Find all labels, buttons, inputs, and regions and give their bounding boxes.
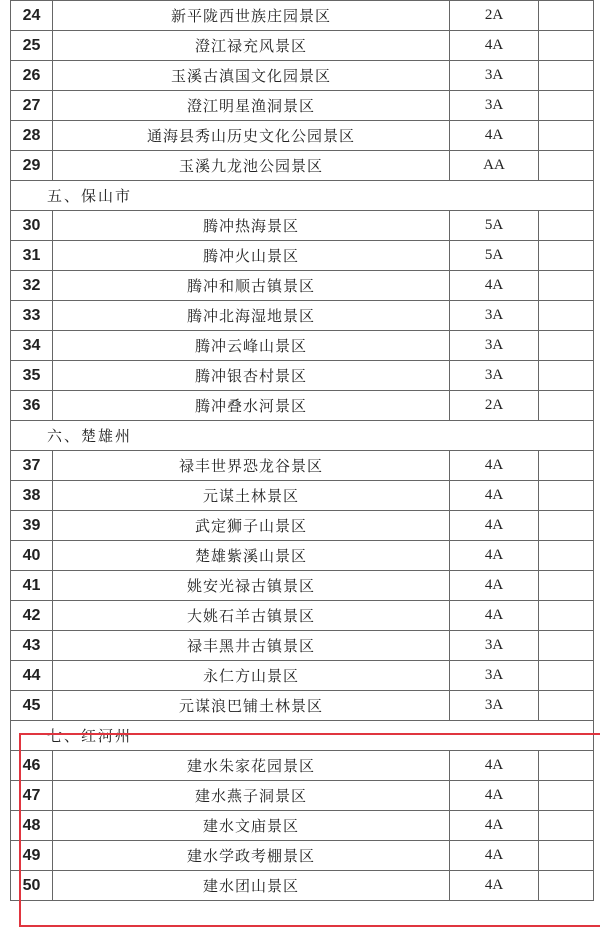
note-cell bbox=[539, 331, 594, 361]
scenic-area-name: 新平陇西世族庄园景区 bbox=[53, 1, 450, 31]
table-row bbox=[11, 391, 594, 421]
grade-cell: 4A bbox=[450, 601, 539, 631]
scenic-area-name: 建水文庙景区 bbox=[53, 811, 450, 841]
grade-cell: 4A bbox=[450, 271, 539, 301]
note-cell bbox=[539, 811, 594, 841]
row-number: 44 bbox=[11, 661, 53, 691]
scenic-area-name: 姚安光禄古镇景区 bbox=[53, 571, 450, 601]
scenic-area-name: 楚雄紫溪山景区 bbox=[53, 541, 450, 571]
note-cell bbox=[539, 451, 594, 481]
grade-cell: 4A bbox=[450, 571, 539, 601]
grade-cell: 2A bbox=[450, 1, 539, 31]
grade-cell: 4A bbox=[450, 841, 539, 871]
row-number: 43 bbox=[11, 631, 53, 661]
grade-cell: AA bbox=[450, 151, 539, 181]
note-cell bbox=[539, 481, 594, 511]
row-number: 25 bbox=[11, 31, 53, 61]
scenic-area-name: 建水朱家花园景区 bbox=[53, 751, 450, 781]
note-cell bbox=[539, 211, 594, 241]
table-row bbox=[11, 1, 594, 31]
scenic-area-name: 建水团山景区 bbox=[53, 871, 450, 901]
scenic-area-name: 永仁方山景区 bbox=[53, 661, 450, 691]
scenic-area-name: 腾冲北海湿地景区 bbox=[53, 301, 450, 331]
note-cell bbox=[539, 391, 594, 421]
grade-cell: 3A bbox=[450, 361, 539, 391]
row-number: 35 bbox=[11, 361, 53, 391]
table-row bbox=[11, 211, 594, 241]
note-cell bbox=[539, 241, 594, 271]
table-row bbox=[11, 331, 594, 361]
note-cell bbox=[539, 661, 594, 691]
note-cell bbox=[539, 91, 594, 121]
grade-cell: 2A bbox=[450, 391, 539, 421]
note-cell bbox=[539, 271, 594, 301]
table-row bbox=[11, 481, 594, 511]
row-number: 30 bbox=[11, 211, 53, 241]
table-row bbox=[11, 841, 594, 871]
table-row bbox=[11, 661, 594, 691]
scenic-area-table bbox=[10, 0, 594, 901]
section-label: 六、楚雄州 bbox=[11, 421, 594, 451]
row-number: 27 bbox=[11, 91, 53, 121]
note-cell bbox=[539, 151, 594, 181]
note-cell bbox=[539, 301, 594, 331]
scenic-area-name: 禄丰黑井古镇景区 bbox=[53, 631, 450, 661]
table-row bbox=[11, 601, 594, 631]
grade-cell: 4A bbox=[450, 751, 539, 781]
grade-cell: 4A bbox=[450, 811, 539, 841]
note-cell bbox=[539, 571, 594, 601]
row-number: 49 bbox=[11, 841, 53, 871]
grade-cell: 3A bbox=[450, 661, 539, 691]
note-cell bbox=[539, 751, 594, 781]
section-row bbox=[11, 721, 594, 751]
row-number: 41 bbox=[11, 571, 53, 601]
row-number: 38 bbox=[11, 481, 53, 511]
row-number: 40 bbox=[11, 541, 53, 571]
scenic-area-name: 玉溪古滇国文化园景区 bbox=[53, 61, 450, 91]
table-row bbox=[11, 781, 594, 811]
row-number: 47 bbox=[11, 781, 53, 811]
scenic-area-name: 通海县秀山历史文化公园景区 bbox=[53, 121, 450, 151]
section-label: 五、保山市 bbox=[11, 181, 594, 211]
scenic-area-name: 腾冲热海景区 bbox=[53, 211, 450, 241]
note-cell bbox=[539, 601, 594, 631]
row-number: 42 bbox=[11, 601, 53, 631]
grade-cell: 4A bbox=[450, 871, 539, 901]
row-number: 45 bbox=[11, 691, 53, 721]
row-number: 28 bbox=[11, 121, 53, 151]
scenic-area-name: 腾冲和顺古镇景区 bbox=[53, 271, 450, 301]
row-number: 37 bbox=[11, 451, 53, 481]
note-cell bbox=[539, 871, 594, 901]
scenic-area-name: 元谋浪巴铺土林景区 bbox=[53, 691, 450, 721]
note-cell bbox=[539, 61, 594, 91]
scenic-area-name: 元谋土林景区 bbox=[53, 481, 450, 511]
grade-cell: 3A bbox=[450, 331, 539, 361]
table-row bbox=[11, 241, 594, 271]
scenic-area-name: 腾冲叠水河景区 bbox=[53, 391, 450, 421]
grade-cell: 5A bbox=[450, 241, 539, 271]
note-cell bbox=[539, 361, 594, 391]
note-cell bbox=[539, 691, 594, 721]
row-number: 50 bbox=[11, 871, 53, 901]
grade-cell: 4A bbox=[450, 451, 539, 481]
row-number: 39 bbox=[11, 511, 53, 541]
table-row bbox=[11, 91, 594, 121]
table-row bbox=[11, 691, 594, 721]
scenic-area-name: 玉溪九龙池公园景区 bbox=[53, 151, 450, 181]
table-row bbox=[11, 31, 594, 61]
table-row bbox=[11, 541, 594, 571]
grade-cell: 3A bbox=[450, 61, 539, 91]
row-number: 46 bbox=[11, 751, 53, 781]
scenic-area-name: 建水学政考棚景区 bbox=[53, 841, 450, 871]
table-row bbox=[11, 511, 594, 541]
scenic-area-table-page bbox=[10, 0, 593, 901]
note-cell bbox=[539, 841, 594, 871]
note-cell bbox=[539, 631, 594, 661]
row-number: 36 bbox=[11, 391, 53, 421]
row-number: 24 bbox=[11, 1, 53, 31]
grade-cell: 4A bbox=[450, 481, 539, 511]
row-number: 33 bbox=[11, 301, 53, 331]
scenic-area-name: 澄江禄充风景区 bbox=[53, 31, 450, 61]
table-row bbox=[11, 631, 594, 661]
table-row bbox=[11, 451, 594, 481]
scenic-area-name: 大姚石羊古镇景区 bbox=[53, 601, 450, 631]
grade-cell: 3A bbox=[450, 91, 539, 121]
table-row bbox=[11, 151, 594, 181]
row-number: 48 bbox=[11, 811, 53, 841]
note-cell bbox=[539, 1, 594, 31]
scenic-area-name: 建水燕子洞景区 bbox=[53, 781, 450, 811]
scenic-area-name: 武定狮子山景区 bbox=[53, 511, 450, 541]
table-row bbox=[11, 571, 594, 601]
table-body bbox=[11, 1, 594, 901]
table-row bbox=[11, 811, 594, 841]
grade-cell: 4A bbox=[450, 121, 539, 151]
note-cell bbox=[539, 541, 594, 571]
table-row bbox=[11, 121, 594, 151]
row-number: 34 bbox=[11, 331, 53, 361]
note-cell bbox=[539, 781, 594, 811]
table-row bbox=[11, 61, 594, 91]
table-row bbox=[11, 361, 594, 391]
grade-cell: 4A bbox=[450, 511, 539, 541]
row-number: 26 bbox=[11, 61, 53, 91]
table-row bbox=[11, 271, 594, 301]
row-number: 32 bbox=[11, 271, 53, 301]
grade-cell: 4A bbox=[450, 31, 539, 61]
scenic-area-name: 腾冲火山景区 bbox=[53, 241, 450, 271]
note-cell bbox=[539, 31, 594, 61]
grade-cell: 4A bbox=[450, 541, 539, 571]
row-number: 29 bbox=[11, 151, 53, 181]
table-row bbox=[11, 301, 594, 331]
section-row bbox=[11, 421, 594, 451]
note-cell bbox=[539, 121, 594, 151]
grade-cell: 3A bbox=[450, 301, 539, 331]
note-cell bbox=[539, 511, 594, 541]
grade-cell: 4A bbox=[450, 781, 539, 811]
scenic-area-name: 腾冲云峰山景区 bbox=[53, 331, 450, 361]
scenic-area-name: 腾冲银杏村景区 bbox=[53, 361, 450, 391]
row-number: 31 bbox=[11, 241, 53, 271]
section-row bbox=[11, 181, 594, 211]
grade-cell: 3A bbox=[450, 691, 539, 721]
scenic-area-name: 澄江明星渔洞景区 bbox=[53, 91, 450, 121]
grade-cell: 3A bbox=[450, 631, 539, 661]
table-row bbox=[11, 751, 594, 781]
grade-cell: 5A bbox=[450, 211, 539, 241]
table-row bbox=[11, 871, 594, 901]
section-label: 七、红河州 bbox=[11, 721, 594, 751]
scenic-area-name: 禄丰世界恐龙谷景区 bbox=[53, 451, 450, 481]
